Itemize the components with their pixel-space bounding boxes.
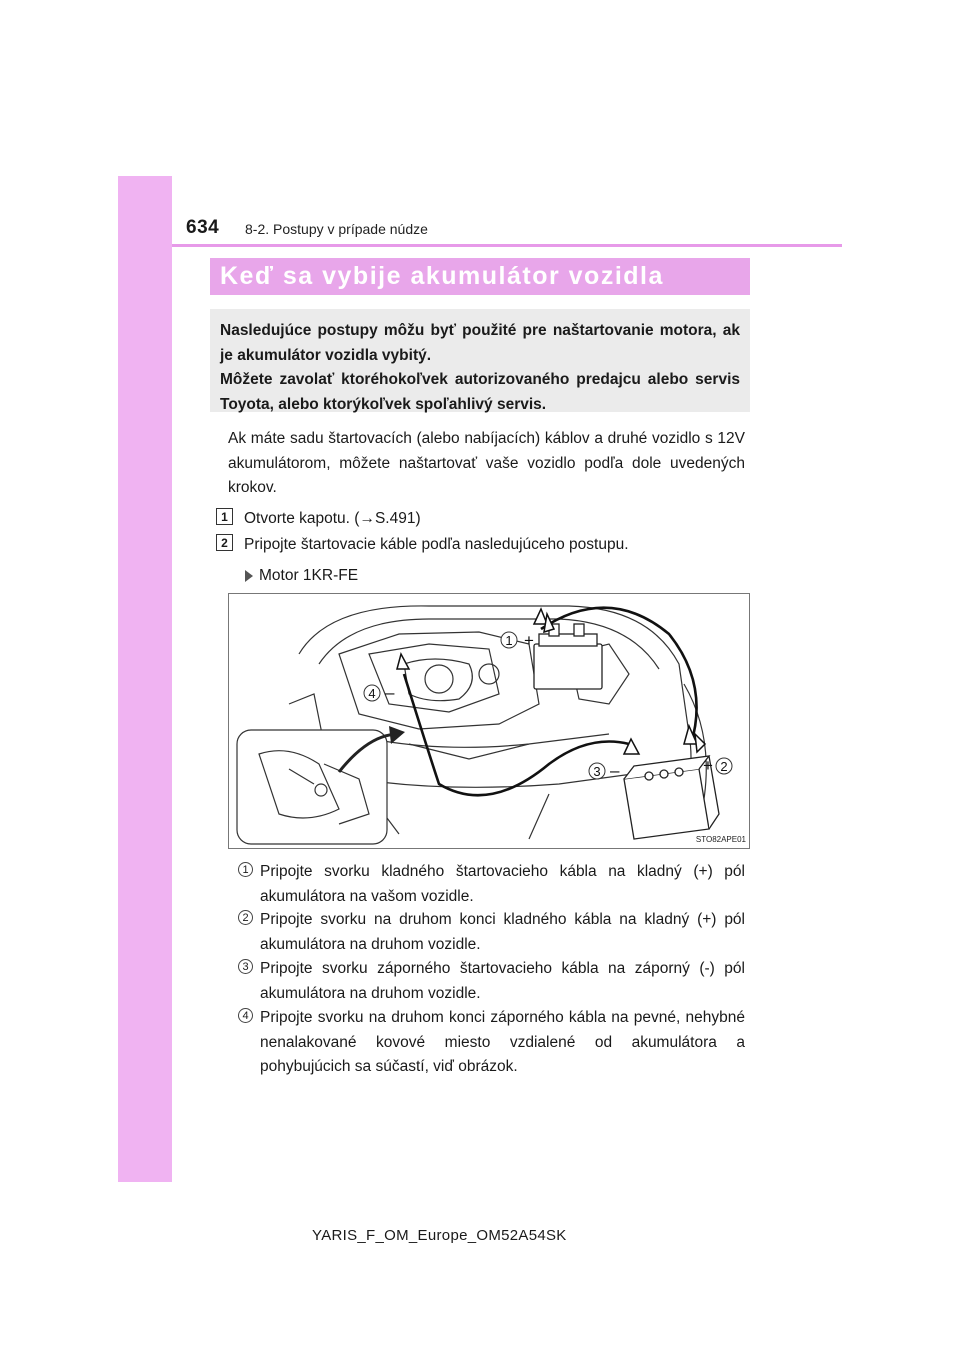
callout-3-minus: – xyxy=(610,761,620,780)
bullet-arrow-icon xyxy=(245,570,253,582)
step-text-2: Pripojte štartovacie káble podľa nasledujúceho postupu. xyxy=(244,536,629,553)
figure-code: STO82APE01 xyxy=(695,835,746,844)
list-number-4: 4 xyxy=(238,1008,253,1023)
list-number-3: 3 xyxy=(238,959,253,974)
step-number-1: 1 xyxy=(216,508,233,525)
list-text-2: Pripojte svorku na druhom konci kladného kábla na kladný (+) pól akumulátora na druhom vozidle. xyxy=(260,911,745,953)
intro-line-2: Môžete zavolať ktoréhokoľvek autorizovaného predajcu alebo servis Toyota, alebo ktorýkoľvek spoľahlivý servis. xyxy=(220,371,740,413)
callout-2-plus: + xyxy=(703,756,713,775)
callout-4-minus: – xyxy=(385,683,395,702)
callout-4: 4 xyxy=(368,686,376,701)
page-number: 634 xyxy=(186,217,220,238)
list-text-3: Pripojte svorku záporného štartovacieho kábla na záporný (-) pól akumulátora na druhom vozidle. xyxy=(260,960,745,1002)
vehicle-battery-icon xyxy=(534,624,602,689)
step-number-2: 2 xyxy=(216,534,233,551)
callout-2: 2 xyxy=(720,759,728,774)
body-paragraph: Ak máte sadu štartovacích (alebo nabíjacích) káblov a druhé vozidlo s 12V akumulátorom, môžete naštartovať vaše vozidlo podľa dole uvedených krokov. xyxy=(228,430,745,496)
engine-label: Motor 1KR-FE xyxy=(259,567,359,584)
step-text-1: Otvorte kapotu. (→S.491) xyxy=(244,510,421,527)
section-heading: 8-2. Postupy v prípade núdze xyxy=(245,221,428,237)
header-divider xyxy=(172,244,842,247)
callout-3: 3 xyxy=(593,764,601,779)
jump-start-illustration xyxy=(228,593,750,849)
footer-doc-code: YARIS_F_OM_Europe_OM52A54SK xyxy=(312,1227,567,1244)
list-text-4: Pripojte svorku na druhom konci záporného kábla na pevné, nehybné nenalakované kovové miesto vzdialené od akumulátora a pohybujúcich sa súčastí, viď obrázok. xyxy=(260,1009,745,1075)
page-title: Keď sa vybije akumulátor vozidla xyxy=(210,258,750,295)
callout-1-plus: + xyxy=(524,631,534,650)
list-number-1: 1 xyxy=(238,862,253,877)
inset-arrow-head-icon xyxy=(389,726,405,744)
intro-box xyxy=(210,309,750,412)
intro-line-1: Nasledujúce postupy môžu byť použité pre naštartovanie motora, ak je akumulátor vozidla vybitý. xyxy=(220,322,740,364)
callout-1: 1 xyxy=(505,633,513,648)
list-text-1: Pripojte svorku kladného štartovacieho kábla na kladný (+) pól akumulátora na vašom vozidle. xyxy=(260,863,745,905)
chapter-sidebar-tab xyxy=(118,176,172,1182)
list-number-2: 2 xyxy=(238,910,253,925)
